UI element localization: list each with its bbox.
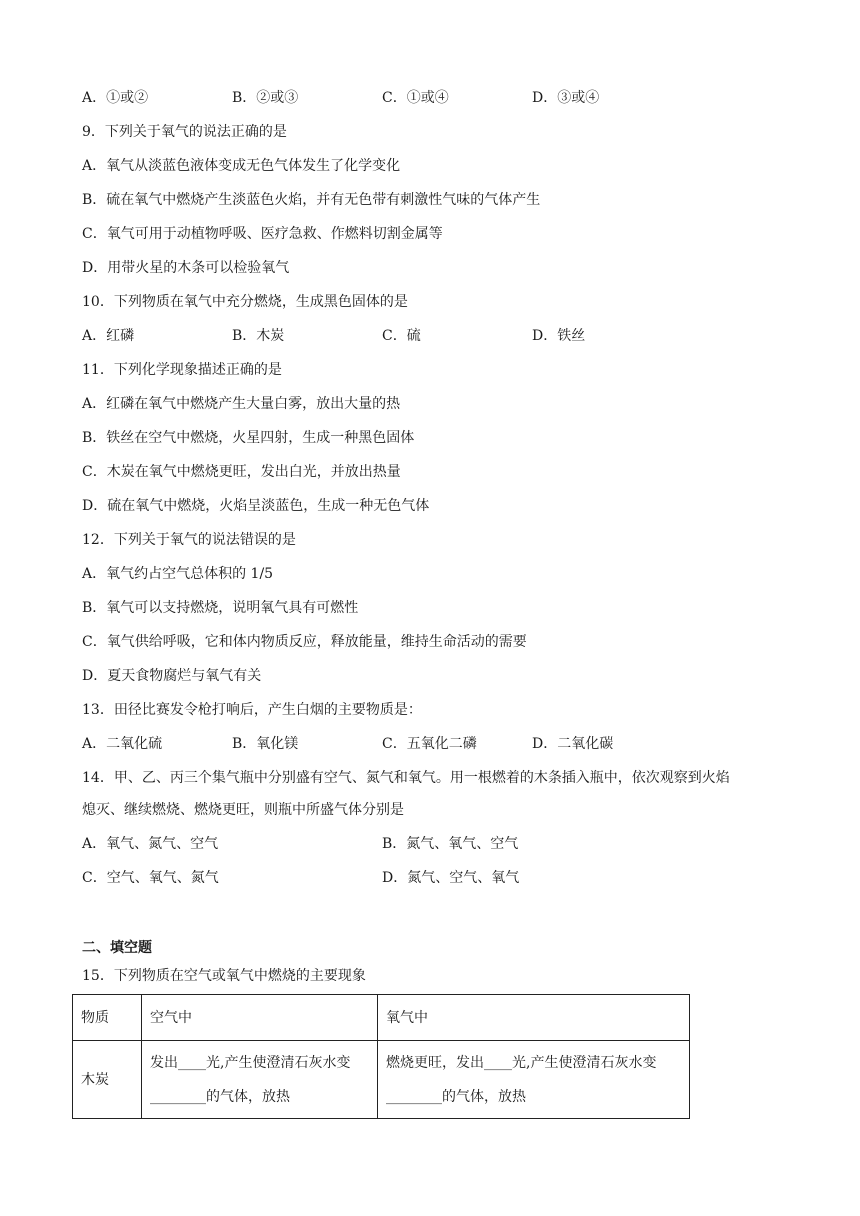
table-header-oxygen: 氧气中 (378, 995, 690, 1041)
q14-option-c: C．空气、氧气、氮气 (82, 870, 219, 886)
q9-stem: 9．下列关于氧气的说法正确的是 (82, 124, 287, 140)
q11-option-c: C．木炭在氧气中燃烧更旺，发出白光，并放出热量 (82, 464, 401, 480)
q13-option-c: C．五氧化二磷 (382, 736, 477, 752)
q10-option-a: A．红磷 (82, 328, 135, 344)
q11-option-b: B．铁丝在空气中燃烧，火星四射，生成一种黑色固体 (82, 430, 415, 446)
q13-stem: 13．田径比赛发令枪打响后，产生白烟的主要物质是： (82, 702, 422, 718)
q14-stem-line1: 14．甲、乙、丙三个集气瓶中分别盛有空气、氮气和氧气。用一根燃着的木条插入瓶中，依次观察到火焰 (82, 770, 730, 786)
q12-option-c: C．氧气供给呼吸，它和体内物质反应，释放能量，维持生命活动的需要 (82, 634, 527, 650)
q13-option-a: A．二氧化硫 (82, 736, 163, 752)
q10-stem: 10．下列物质在氧气中充分燃烧，生成黑色固体的是 (82, 294, 408, 310)
q10-option-d: D．铁丝 (532, 328, 586, 344)
table-row (73, 1041, 690, 1119)
q14-stem-line2: 熄灭、继续燃烧、燃烧更旺，则瓶中所盛气体分别是 (82, 802, 404, 818)
q11-option-d: D．硫在氧气中燃烧，火焰呈淡蓝色，生成一种无色气体 (82, 498, 430, 514)
q13-option-b: B．氧化镁 (232, 736, 299, 752)
table-header-row (73, 995, 690, 1041)
q12-option-d: D．夏天食物腐烂与氧气有关 (82, 668, 262, 684)
q9-option-c: C．氧气可用于动植物呼吸、医疗急救、作燃料切割金属等 (82, 226, 443, 242)
q10-option-c: C．硫 (382, 328, 421, 344)
table-header-substance: 物质 (73, 995, 142, 1041)
q9-option-d: D．用带火星的木条可以检验氧气 (82, 260, 290, 276)
q11-stem: 11．下列化学现象描述正确的是 (82, 362, 282, 378)
table-cell-air (142, 1041, 378, 1119)
q12-option-b: B．氧气可以支持燃烧，说明氧气具有可燃性 (82, 600, 359, 616)
air-phenomenon-line2: ________的气体，放热 (150, 1088, 290, 1105)
oxygen-phenomenon-line1: 燃烧更旺，发出____光,产生使澄清石灰水变 (386, 1054, 657, 1071)
q8-option-b: B．②或③ (232, 90, 299, 106)
q15-table (72, 994, 690, 1119)
q12-stem: 12．下列关于氧气的说法错误的是 (82, 532, 296, 548)
table-header-air: 空气中 (142, 995, 378, 1041)
q9-option-a: A．氧气从淡蓝色液体变成无色气体发生了化学变化 (82, 158, 401, 174)
q8-option-a: A．①或② (82, 90, 149, 106)
q8-option-d: D．③或④ (532, 90, 600, 106)
section-title-fill-in: 二、填空题 (82, 940, 152, 956)
q14-option-b: B．氮气、氧气、空气 (382, 836, 519, 852)
q14-option-a: A．氧气、氮气、空气 (82, 836, 219, 852)
q14-option-d: D．氮气、空气、氧气 (382, 870, 520, 886)
table-cell-oxygen (378, 1041, 690, 1119)
air-phenomenon-line1: 发出____光,产生使澄清石灰水变 (150, 1054, 351, 1071)
q11-option-a: A．红磷在氧气中燃烧产生大量白雾，放出大量的热 (82, 396, 401, 412)
q15-stem: 15．下列物质在空气或氧气中燃烧的主要现象 (82, 968, 366, 984)
q8-option-c: C．①或④ (382, 90, 449, 106)
q13-option-d: D．二氧化碳 (532, 736, 614, 752)
table-cell-substance: 木炭 (73, 1041, 142, 1119)
q10-option-b: B．木炭 (232, 328, 285, 344)
oxygen-phenomenon-line2: ________的气体，放热 (386, 1088, 526, 1105)
q12-option-a: A．氧气约占空气总体积的 1/5 (82, 566, 274, 582)
q9-option-b: B．硫在氧气中燃烧产生淡蓝色火焰，并有无色带有刺激性气味的气体产生 (82, 192, 541, 208)
